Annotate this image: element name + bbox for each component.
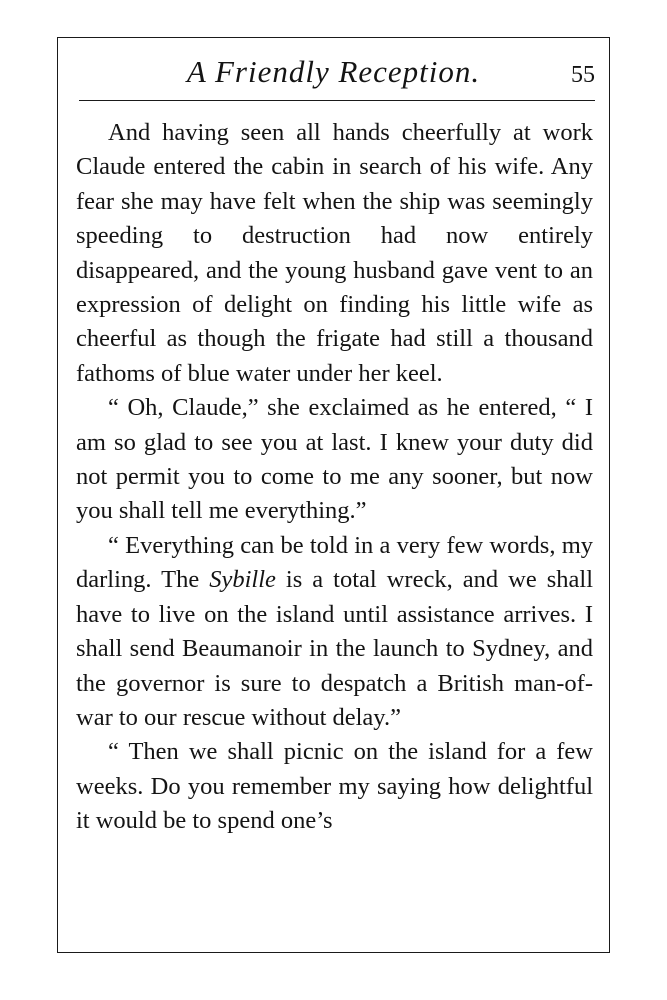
paragraph-text: is a total wreck, and we shall have to live on the island until assistance arrives. I shall send Beaumanoir in the launch to Sydney, and the governor is sure to despatch a British man-of-war to our rescue without delay.” xyxy=(76,566,593,731)
paragraph-text: “ Then we shall picnic on the island for a few weeks. Do you remember my saying how delightful it would be to spend one’s xyxy=(76,738,593,835)
paragraph-text: “ Everything can be told in a very few words, my darling. The xyxy=(76,531,593,594)
paragraph xyxy=(76,529,593,735)
paragraph xyxy=(76,391,593,529)
paragraph-text: And having seen all hands cheerfully at work Claude entered the cabin in search of his wife. Any fear she may have felt when the ship was seemingly speeding to destruction had now entirely disappeared, and the young husband gave vent to an expression of delight on finding his little wife as cheerful as though the frigate had still a thousand fathoms of blue water under her keel. xyxy=(76,119,593,387)
page-number: 55 xyxy=(571,62,595,88)
running-head xyxy=(58,52,609,96)
ship-name: Sybille xyxy=(209,566,276,594)
body-text xyxy=(76,116,593,839)
page-frame xyxy=(57,37,610,953)
paragraph xyxy=(76,116,593,391)
header-rule xyxy=(79,100,595,101)
paragraph xyxy=(76,735,593,838)
paragraph-text: “ Oh, Claude,” she exclaimed as he entered, “ I am so glad to see you at last. I knew your duty did not permit you to come to me any sooner, but now you shall tell me everything.” xyxy=(76,394,593,525)
running-head-title: A Friendly Reception. xyxy=(186,54,481,89)
